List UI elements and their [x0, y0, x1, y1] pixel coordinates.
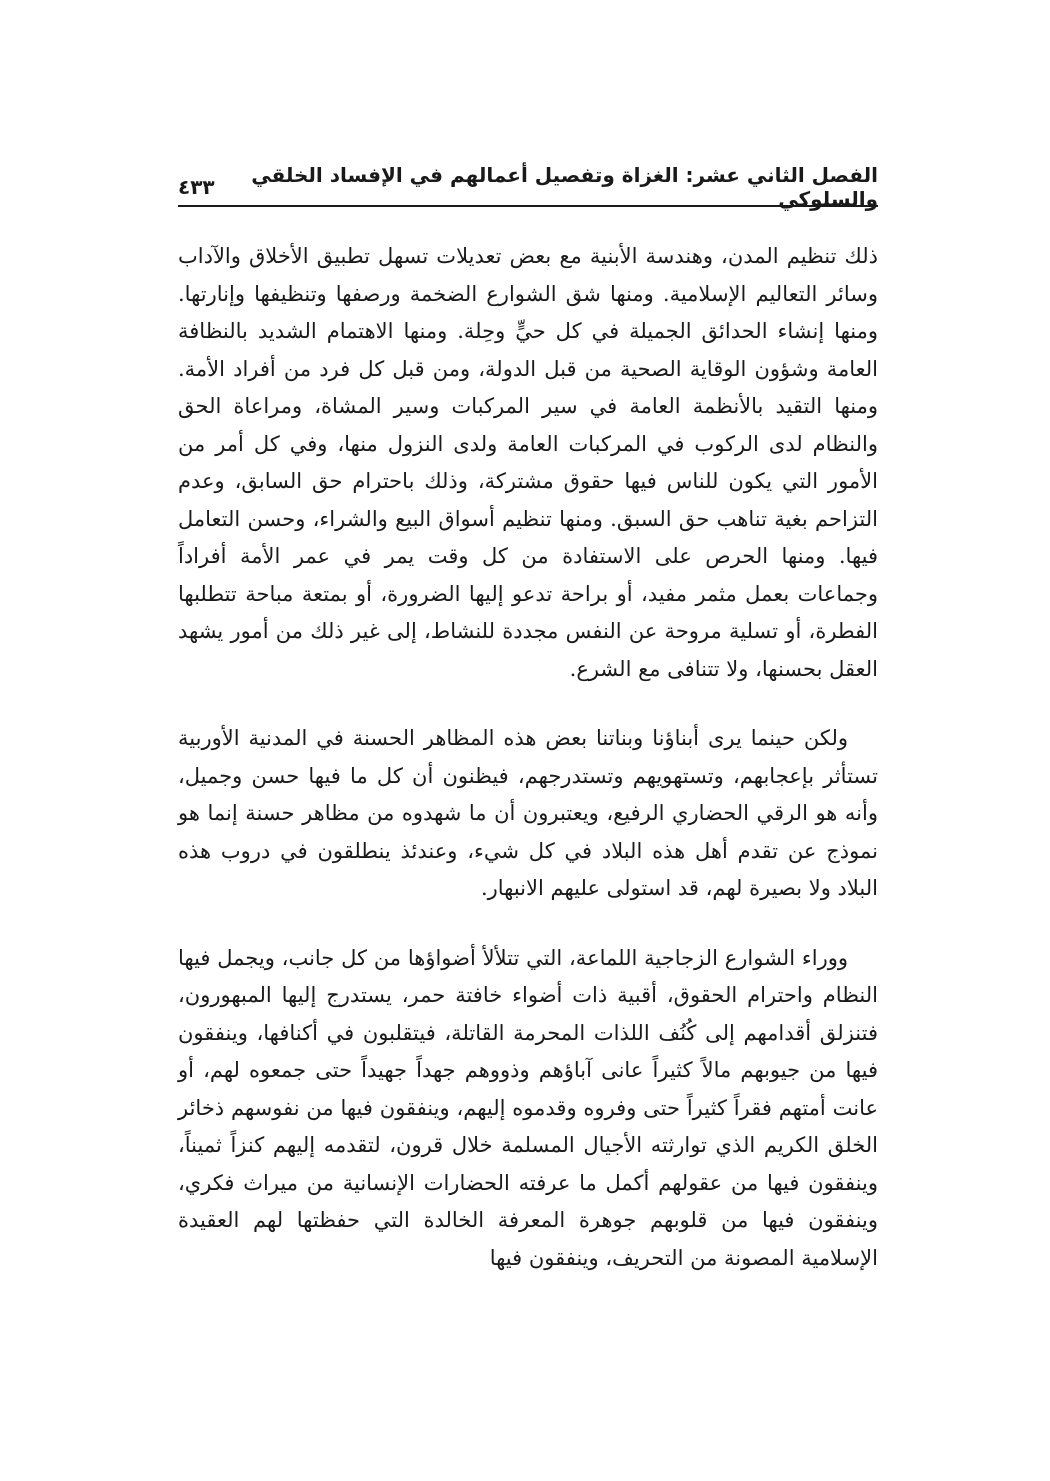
paragraph-2: ولكن حينما يرى أبناؤنا وبناتنا بعض هذه المظاهر الحسنة في المدنية الأوربية تستأثر بإعجابهم، وتستهويهم وتستدرجهم، فيظنون أن كل ما فيها حسن وجميل، وأنه هو الرقي الحضاري الرفيع، ويعتبرون أن ما شهدوه من مظاهر حسنة إنما هو نموذج عن تقدم أهل هذه البلاد في كل شيء، وعندئذ ينطلقون في دروب هذه البلاد ولا بصيرة لهم، قد استولى عليهم الانبهار. [178, 726, 878, 900]
body-text [178, 238, 878, 1309]
running-header [178, 163, 878, 211]
header-divider [178, 205, 878, 207]
paragraph-1: ذلك تنظيم المدن، وهندسة الأبنية مع بعض تعديلات تسهل تطبيق الأخلاق والآداب وسائر التعاليم الإسلامية. ومنها شق الشوارع الضخمة ورصفها وتنظيفها وإنارتها. ومنها إنشاء الحدائق الجميلة في كل حيٍّ وحِلة. ومنها الاهتمام الشديد بالنظافة العامة وشؤون الوقاية الصحية من قبل الدولة، ومن قبل كل فرد من أفراد الأمة. ومنها التقيد بالأنظمة العامة في سير المركبات وسير المشاة، ومراعاة الحق والنظام لدى الركوب في المركبات العامة ولدى النزول منها، وفي كل أمر من الأمور التي يكون للناس فيها حقوق مشتركة، وذلك باحترام حق السابق، وعدم التزاحم بغية تناهب حق السبق. ومنها تنظيم أسواق البيع والشراء، وحسن التعامل فيها. ومنها الحرص على الاستفادة من كل وقت يمر في عمر الأمة أفراداً وجماعات بعمل مثمر مفيد، أو براحة تدعو إليها الضرورة، أو بمتعة مباحة تتطلبها الفطرة، أو تسلية مروحة عن النفس مجددة للنشاط، إلى غير ذلك من أمور يشهد العقل بحسنها، ولا تتنافى مع الشرع. [178, 244, 878, 681]
page-number: ٤٣٣ [178, 175, 215, 199]
paragraph-3: ووراء الشوارع الزجاجية اللماعة، التي تتلألأ أضواؤها من كل جانب، ويجمل فيها النظام واحترام الحقوق، أقبية ذات أضواء خافتة حمر، يستدرج إليها المبهورون، فتنزلق أقدامهم إلى كُنُف اللذات المحرمة القاتلة، فيتقلبون في أكنافها، وينفقون فيها من جيوبهم مالاً كثيراً عانى آباؤهم وذووهم جهداً جهيداً حتى جمعوه لهم، أو عانت أمتهم فقراً كثيراً حتى وفروه وقدموه إليهم، وينفقون فيها من نفوسهم ذخائر الخلق الكريم الذي توارثته الأجيال المسلمة خلال قرون، لتقدمه إليهم كنزاً ثميناً، وينفقون فيها من عقولهم أكمل ما عرفته الحضارات الإنسانية من ميراث فكري، وينفقون فيها من قلوبهم جوهرة المعرفة الخالدة التي حفظتها لهم العقيدة الإسلامية المصونة من التحريف، وينفقون فيها [178, 945, 878, 1270]
chapter-title: الفصل الثاني عشر: الغزاة وتفصيل أعمالهم في الإفساد الخلقي والسلوكي [251, 163, 878, 211]
